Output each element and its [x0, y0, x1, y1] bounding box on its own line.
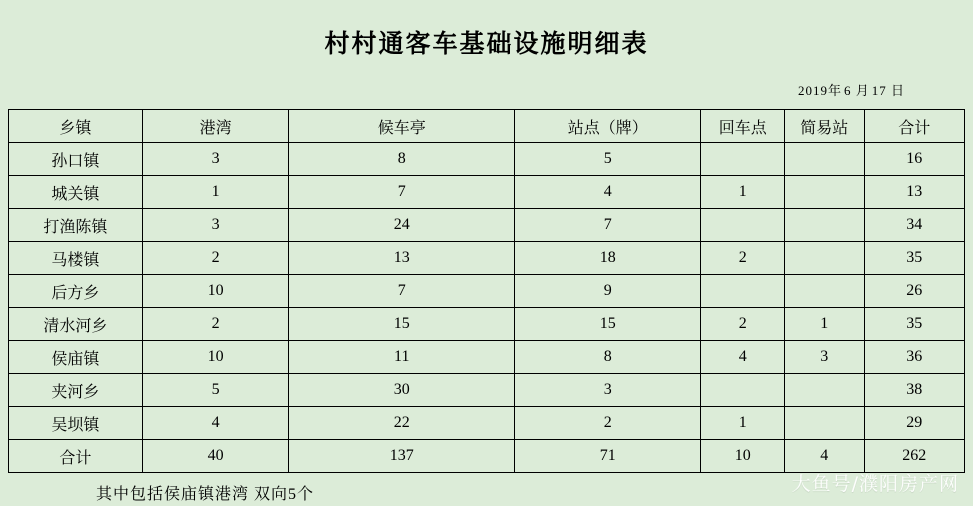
cell-turnaround [701, 209, 785, 242]
cell-harbor: 3 [142, 209, 288, 242]
date-day: 17 日 [871, 83, 905, 98]
cell-total: 34 [864, 209, 964, 242]
cell-harbor: 10 [142, 341, 288, 374]
column-header: 候车亭 [289, 110, 515, 143]
cell-simple-station [785, 407, 864, 440]
cell-town: 后方乡 [9, 275, 143, 308]
cell-station: 2 [515, 407, 701, 440]
cell-station: 8 [515, 341, 701, 374]
cell-turnaround [701, 143, 785, 176]
column-header: 港湾 [142, 110, 288, 143]
cell-simple-station [785, 374, 864, 407]
watermark: 大鱼号/濮阳房产网 [791, 473, 959, 495]
cell-total: 29 [864, 407, 964, 440]
cell-harbor: 5 [142, 374, 288, 407]
cell-harbor: 10 [142, 275, 288, 308]
cell-shelter: 8 [289, 143, 515, 176]
cell-total: 35 [864, 242, 964, 275]
cell-simple-station [785, 275, 864, 308]
cell-shelter: 22 [289, 407, 515, 440]
cell-total: 26 [864, 275, 964, 308]
cell-station: 9 [515, 275, 701, 308]
cell-simple-station [785, 242, 864, 275]
table-row [9, 341, 965, 374]
cell-station: 3 [515, 374, 701, 407]
cell-turnaround [701, 275, 785, 308]
cell-turnaround: 4 [701, 341, 785, 374]
date-month: 6 月 [843, 83, 870, 98]
cell-station: 4 [515, 176, 701, 209]
cell-shelter: 30 [289, 374, 515, 407]
cell-town: 打渔陈镇 [9, 209, 143, 242]
table-row [9, 209, 965, 242]
column-header: 回车点 [701, 110, 785, 143]
table-header-row [9, 110, 965, 143]
table-row [9, 374, 965, 407]
infrastructure-table [8, 109, 965, 473]
cell-station: 71 [515, 440, 701, 473]
cell-shelter: 15 [289, 308, 515, 341]
cell-station: 18 [515, 242, 701, 275]
cell-simple-station [785, 176, 864, 209]
cell-town: 吴坝镇 [9, 407, 143, 440]
cell-town: 侯庙镇 [9, 341, 143, 374]
cell-harbor: 2 [142, 308, 288, 341]
cell-simple-station: 3 [785, 341, 864, 374]
column-header: 简易站 [785, 110, 864, 143]
page-title: 村村通客车基础设施明细表 [324, 29, 649, 58]
cell-station: 7 [515, 209, 701, 242]
cell-turnaround: 10 [701, 440, 785, 473]
cell-town: 夹河乡 [9, 374, 143, 407]
column-header: 乡镇 [9, 110, 143, 143]
cell-harbor: 2 [142, 242, 288, 275]
cell-town: 城关镇 [9, 176, 143, 209]
table-row [9, 176, 965, 209]
cell-shelter: 7 [289, 275, 515, 308]
cell-shelter: 137 [289, 440, 515, 473]
cell-simple-station: 1 [785, 308, 864, 341]
cell-shelter: 11 [289, 341, 515, 374]
cell-harbor: 1 [142, 176, 288, 209]
cell-turnaround: 1 [701, 176, 785, 209]
cell-shelter: 13 [289, 242, 515, 275]
table-row [9, 143, 965, 176]
cell-harbor: 3 [142, 143, 288, 176]
date-line [0, 80, 973, 99]
cell-simple-station [785, 143, 864, 176]
date-year: 2019年 [797, 83, 842, 98]
cell-turnaround: 2 [701, 308, 785, 341]
table-row [9, 308, 965, 341]
cell-simple-station: 4 [785, 440, 864, 473]
cell-town: 清水河乡 [9, 308, 143, 341]
cell-simple-station [785, 209, 864, 242]
cell-total: 16 [864, 143, 964, 176]
column-header: 合计 [864, 110, 964, 143]
column-header: 站点（牌） [515, 110, 701, 143]
table-row [9, 407, 965, 440]
table-row [9, 242, 965, 275]
cell-town: 合计 [9, 440, 143, 473]
cell-harbor: 40 [142, 440, 288, 473]
cell-turnaround: 1 [701, 407, 785, 440]
cell-shelter: 7 [289, 176, 515, 209]
cell-town: 孙口镇 [9, 143, 143, 176]
cell-turnaround [701, 374, 785, 407]
cell-total: 262 [864, 440, 964, 473]
cell-total: 35 [864, 308, 964, 341]
cell-shelter: 24 [289, 209, 515, 242]
table-total-row [9, 440, 965, 473]
cell-harbor: 4 [142, 407, 288, 440]
cell-total: 13 [864, 176, 964, 209]
cell-town: 马楼镇 [9, 242, 143, 275]
table-footnote: 其中包括侯庙镇港湾 双向5个 [96, 486, 315, 503]
cell-station: 15 [515, 308, 701, 341]
table-row [9, 275, 965, 308]
cell-total: 36 [864, 341, 964, 374]
cell-station: 5 [515, 143, 701, 176]
cell-total: 38 [864, 374, 964, 407]
cell-turnaround: 2 [701, 242, 785, 275]
